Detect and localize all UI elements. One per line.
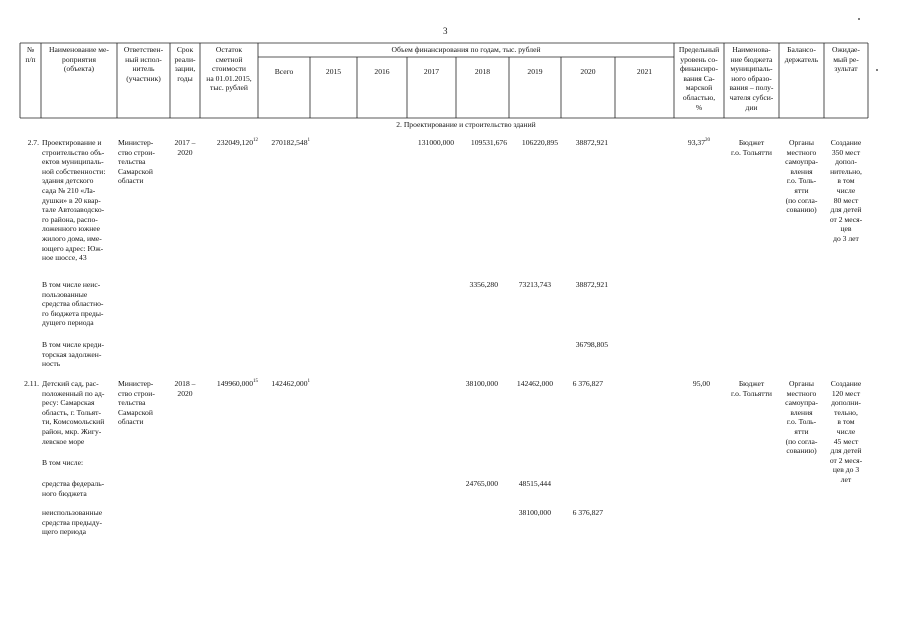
row-2-11-y2019: 142462,000 — [516, 379, 553, 388]
page-number: 3 — [443, 26, 448, 36]
header-total: Всего — [274, 67, 294, 76]
header-financing: Объем финансирования по годам, тыс. рублей — [391, 45, 541, 54]
row-2-7-sub1-y2020: 38872,921 — [575, 280, 608, 289]
row-2-11-term: 2018 – 2020 — [174, 379, 196, 398]
row-2-7-sub1-label: В том числе неис- пользованные средства областно- го бюджета преды- дущего периода — [42, 280, 104, 328]
header-result: Ожидае- мый ре- зультат — [832, 45, 860, 74]
row-2-7-executor: Министер- ство строи- тельства Самарской области — [118, 138, 155, 186]
row-2-7-y2019: 106220,895 — [521, 138, 558, 147]
header-year-2021: 2021 — [636, 67, 653, 76]
header-year-2016: 2016 — [374, 67, 390, 76]
header-budget: Наименова- ние бюджета муниципаль- ного образо- вания – полу- чателя субси- дии — [729, 45, 774, 112]
row-2-7-y2017: 131000,000 — [417, 138, 454, 147]
row-2-11-total: 142462,000$^1$ — [271, 379, 310, 388]
row-2-7-num: 2.7. — [27, 138, 39, 147]
row-2-7-sub2-label: В том числе креди- торская задолжен- ность — [42, 340, 105, 369]
row-2-11-y2020: 6 376,827 — [572, 379, 603, 388]
row-2-7-y2018: 109531,676 — [470, 138, 507, 147]
row-2-11-sub2-y2019: 38100,000 — [518, 508, 551, 517]
header-year-2020: 2020 — [580, 67, 596, 76]
row-2-11-sub-label: В том числе: — [42, 458, 84, 467]
row-2-11-result: Создание 120 мест дополни- тельно, в том числе 45 мест для детей от 2 меся- цев до 3 лет — [829, 379, 863, 484]
row-2-11-executor: Министер- ство строи- тельства Самарской области — [118, 379, 155, 427]
row-2-7-budget: Бюджет г.о. Тольятти — [731, 138, 772, 157]
header-year-2017: 2017 — [423, 67, 440, 76]
section-title: 2. Проектирование и строительство зданий — [396, 120, 536, 129]
row-2-7-sub1-y2018: 3356,280 — [469, 280, 498, 289]
header-holder: Балансо- держатель — [784, 45, 819, 64]
row-2-7-name: Проектирование и строительство объ- ектов муниципаль- ной собственности: здания детского сада № 210 «Ла- душки» в 20 квар- тале Автозаводско- го района, распо- ложенного южнее жилого дома, име- ющего адрес: Юж- ное шоссе, 43 — [42, 138, 106, 263]
row-2-11-holder: Органы местного самоупра- вления г.о. Толь- ятти (по согла- сованию) — [785, 379, 818, 456]
header-name: Наименование ме- роприятия (объекта) — [49, 45, 109, 74]
row-2-7-sub1-y2019: 73213,743 — [518, 280, 551, 289]
header-balance: Остаток сметной стоимости на 01.01.2015, тыс. рублей — [206, 45, 252, 93]
row-2-11-y2018: 38100,000 — [465, 379, 498, 388]
row-2-7-y2020: 38872,921 — [575, 138, 608, 147]
row-2-7-term: 2017 – 2020 — [174, 138, 196, 157]
row-2-11-balance: 149960,000$^{15}$ — [216, 379, 258, 388]
header-term: Срок реали- зации, годы — [174, 45, 196, 83]
row-2-7-level: 93,37$^{20}$ — [687, 138, 710, 147]
row-2-11-sub2-y2020: 6 376,827 — [572, 508, 603, 517]
header-year-2018: 2018 — [474, 67, 491, 76]
header-level: Предельный уровень со- финансиро- вания Са- марской областью, % — [678, 45, 720, 112]
header-year-2019: 2019 — [527, 67, 543, 76]
row-2-11-level: 95,00 — [692, 379, 710, 388]
row-2-11-sub2-label: неиспользованные средства предыду- щего периода — [42, 508, 103, 537]
row-2-11-budget: Бюджет г.о. Тольятти — [731, 379, 772, 398]
row-2-7-result: Создание 350 мест допол- нительно, в том числе 80 мест для детей от 2 меся- цев до 3 лет — [829, 138, 863, 243]
row-2-7-sub2-y2020: 36798,805 — [575, 340, 608, 349]
row-2-11-num: 2.11. — [24, 379, 39, 388]
row-2-11-sub1-y2019: 48515,444 — [518, 479, 551, 488]
row-2-11-sub1-label: средства федераль- ного бюджета — [42, 479, 105, 498]
row-2-11-sub1-y2018: 24765,000 — [465, 479, 498, 488]
header-num: № п/п — [25, 45, 36, 64]
header-executor: Ответствен- ный испол- нитель (участник) — [123, 45, 164, 83]
row-2-7-total: 270182,548$^1$ — [271, 138, 310, 147]
header-year-2015: 2015 — [325, 67, 342, 76]
row-2-7-holder: Органы местного самоупра- вления г.о. Толь- ятти (по согла- сованию) — [785, 138, 818, 215]
row-2-7-balance: 232049,120$^{12}$ — [216, 138, 258, 147]
row-2-11-name: Детский сад, рас- положенный по ад- ресу: Самарская область, г. Тольят- ти, Комсомольский район, мкр. Жигу- левское море — [42, 379, 105, 446]
